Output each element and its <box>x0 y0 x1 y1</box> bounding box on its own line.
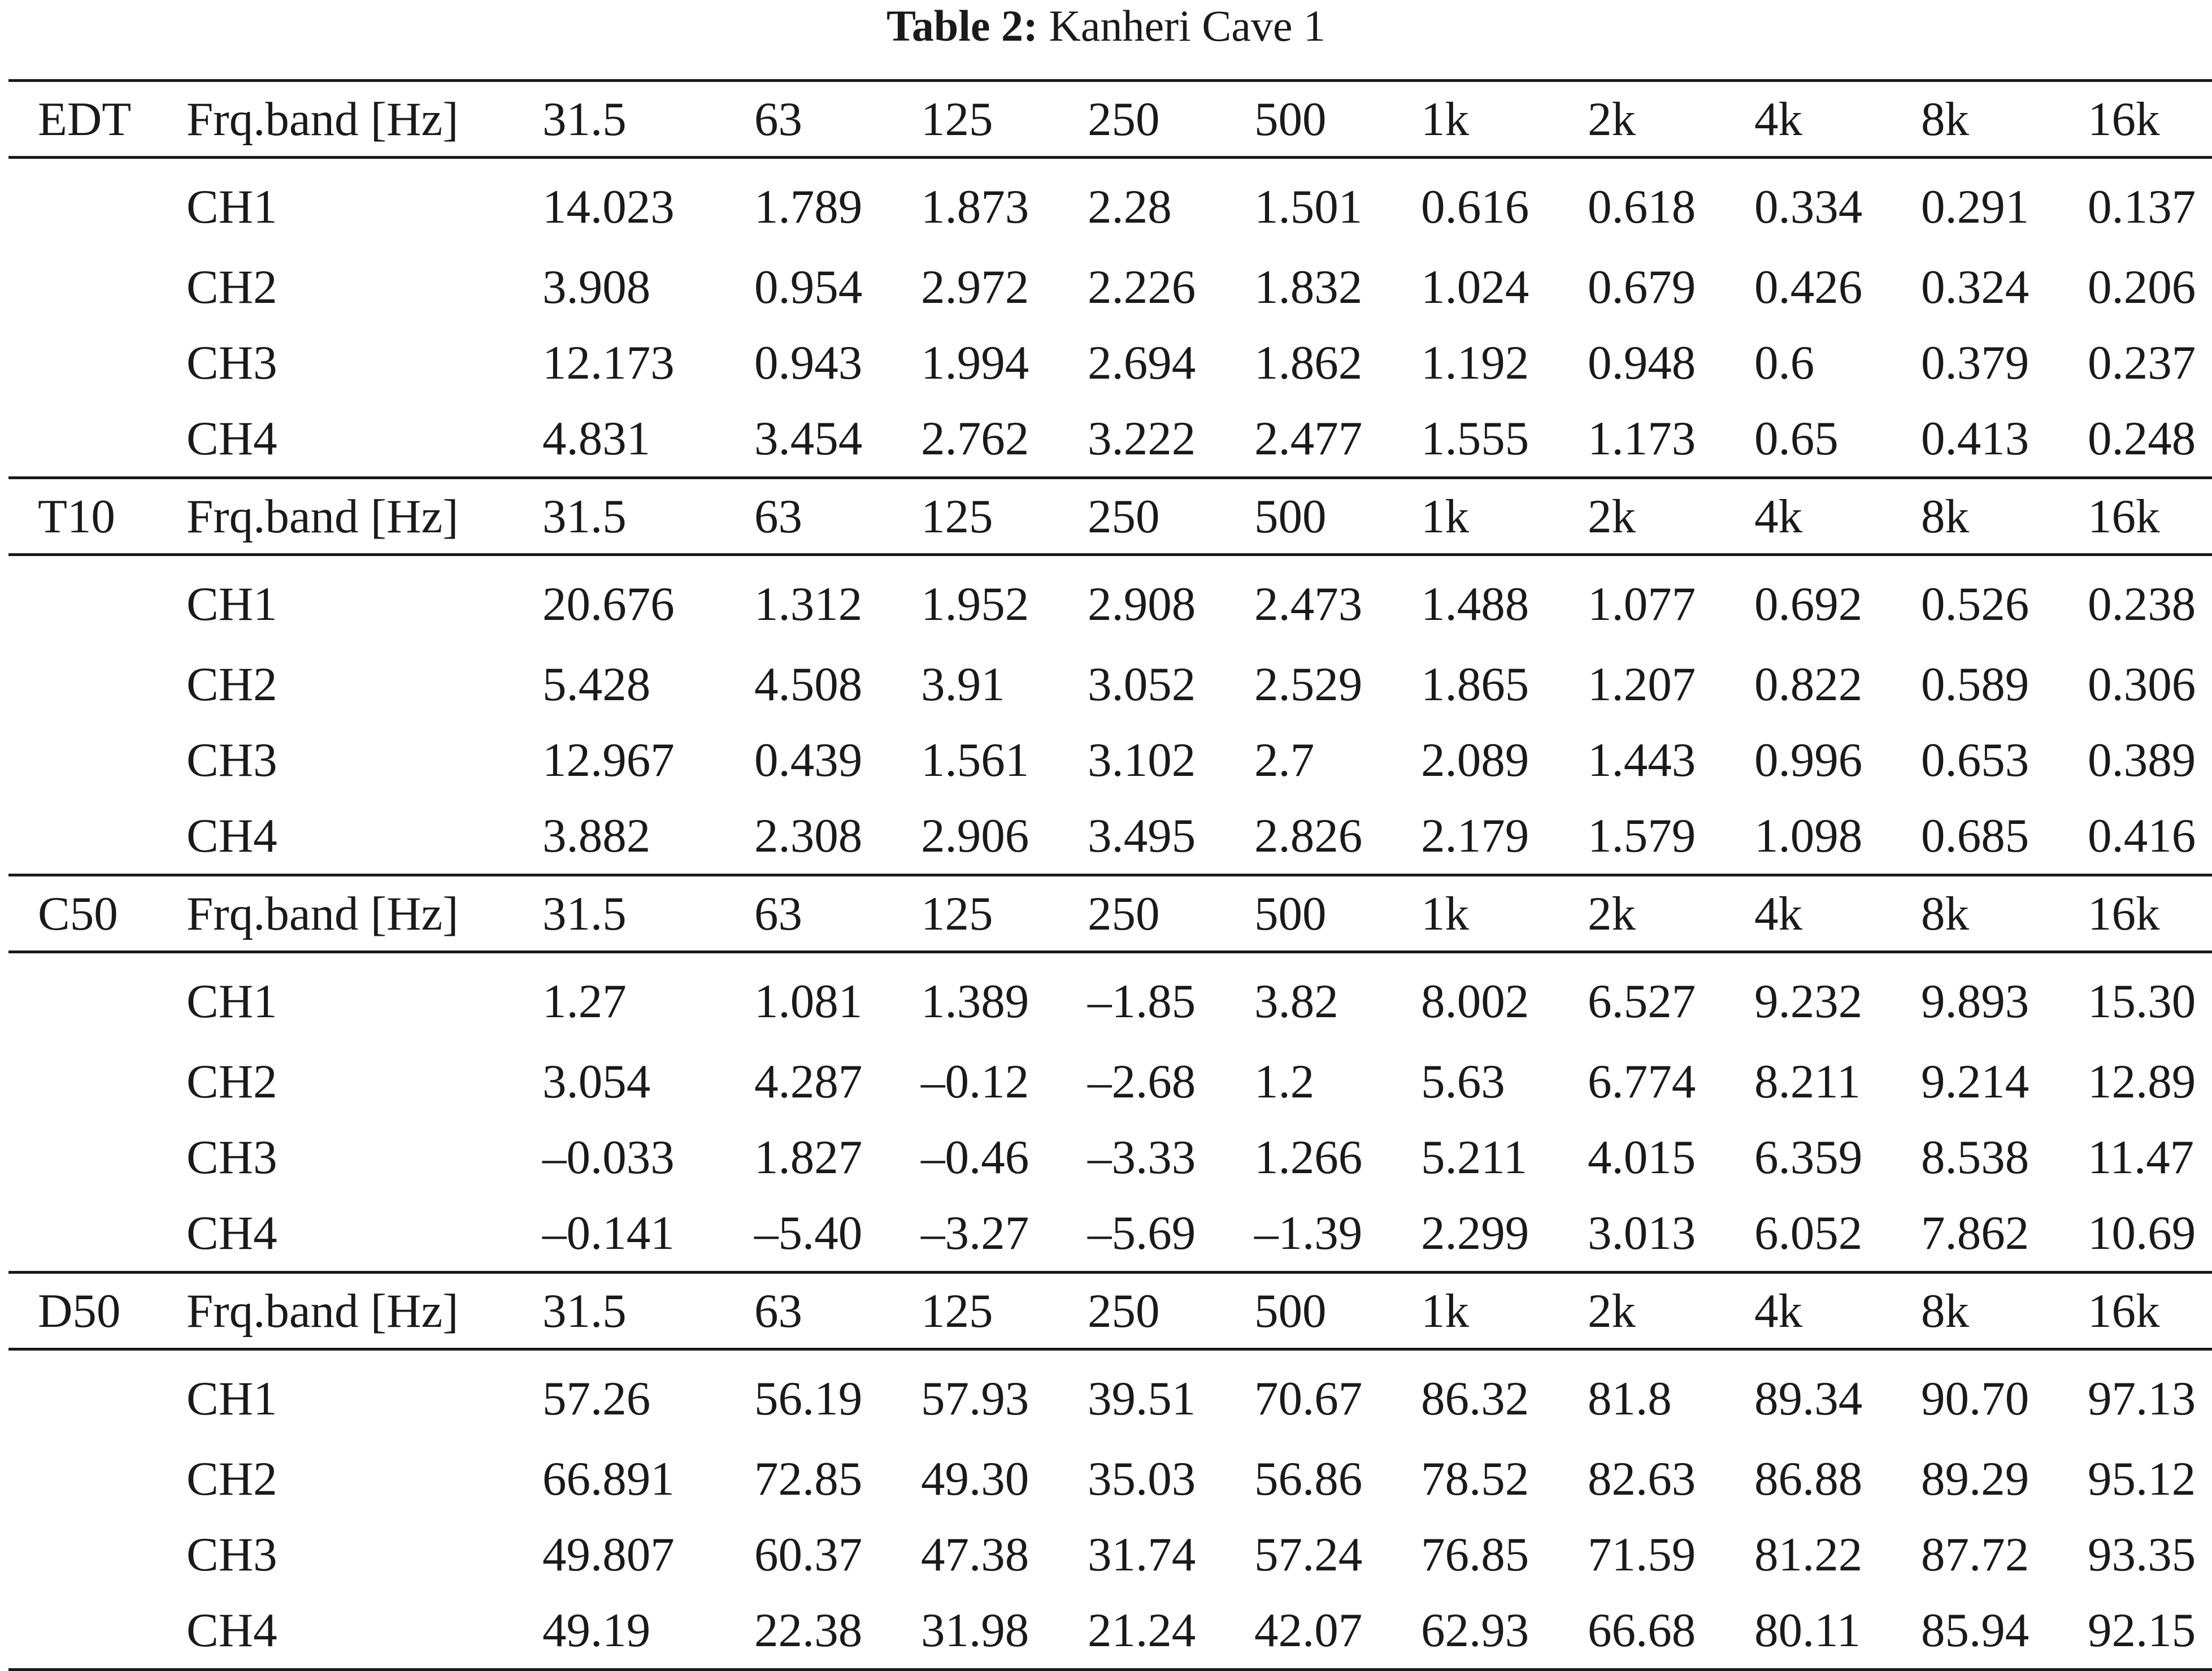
value-cell: 3.908 <box>542 261 651 314</box>
table-row <box>8 1441 2212 1517</box>
channel-label: CH2 <box>186 1055 277 1108</box>
channel-label: CH4 <box>186 798 531 875</box>
section-header-row <box>8 1273 2212 1349</box>
value-cell: 0.206 <box>2088 261 2196 314</box>
value-cell: 5.63 <box>1421 1055 1505 1108</box>
value-cell: 0.426 <box>1754 261 1863 314</box>
value-cell: 95.12 <box>2088 1452 2196 1505</box>
value-cell: 3.91 <box>921 658 1005 711</box>
band-header-cell: 125 <box>893 875 1059 952</box>
band-header-cell: 2k <box>1559 478 1726 555</box>
band-header-cell: 125 <box>893 1273 1059 1349</box>
table-row <box>8 249 2212 325</box>
value-cell: 4.831 <box>531 401 726 478</box>
channel-label: CH4 <box>186 1592 531 1670</box>
channel-label: CH4 <box>186 1195 531 1273</box>
value-cell: 2.299 <box>1393 1195 1559 1273</box>
band-header-cell: 31.5 <box>531 478 726 555</box>
value-cell: 2.906 <box>893 798 1059 875</box>
value-cell: 0.248 <box>2059 401 2212 478</box>
value-cell: 31.74 <box>1088 1528 1196 1581</box>
channel-label: CH1 <box>186 1372 277 1425</box>
value-cell: 6.052 <box>1726 1195 1893 1273</box>
value-cell: 78.52 <box>1421 1452 1529 1505</box>
value-cell: 11.47 <box>2088 1131 2194 1184</box>
value-cell: –0.12 <box>921 1055 1029 1108</box>
table-row <box>8 798 2212 875</box>
band-header-cell: 16k <box>2059 1273 2212 1349</box>
value-cell: 8.211 <box>1754 1055 1861 1108</box>
table-row <box>8 646 2212 722</box>
value-cell: 0.685 <box>1893 798 2059 875</box>
band-header-cell: 1k <box>1393 1273 1559 1349</box>
value-cell: 0.996 <box>1754 733 1863 787</box>
value-cell: 42.07 <box>1226 1592 1393 1670</box>
value-cell: 3.222 <box>1059 401 1226 478</box>
value-cell: 71.59 <box>1588 1528 1696 1581</box>
value-cell: 1.488 <box>1421 578 1529 631</box>
value-cell: 56.86 <box>1254 1452 1363 1505</box>
band-header-cell: 16k <box>2059 81 2212 158</box>
value-cell: 8.002 <box>1421 975 1529 1028</box>
band-header-cell: 250 <box>1059 81 1226 158</box>
caption-label: Table 2: <box>886 1 1038 50</box>
value-cell: 1.443 <box>1588 733 1696 787</box>
band-header-cell: 1k <box>1393 875 1559 952</box>
value-cell: 0.389 <box>2088 733 2196 787</box>
section-header-row <box>8 875 2212 952</box>
value-cell: 22.38 <box>726 1592 893 1670</box>
value-cell: 0.237 <box>2088 336 2196 389</box>
frequency-band-header: Frq.band [Hz] <box>186 1273 531 1349</box>
value-cell: 6.774 <box>1588 1055 1696 1108</box>
band-header-cell: 500 <box>1226 875 1393 952</box>
empty-cell <box>8 158 186 250</box>
value-cell: 62.93 <box>1393 1592 1559 1670</box>
band-header-cell: 63 <box>726 81 893 158</box>
value-cell: 0.238 <box>2088 578 2196 631</box>
value-cell: 49.19 <box>531 1592 726 1670</box>
value-cell: 35.03 <box>1088 1452 1196 1505</box>
value-cell: –3.27 <box>893 1195 1059 1273</box>
acoustic-parameters-table <box>8 79 2212 1671</box>
value-cell: 3.82 <box>1254 975 1339 1028</box>
value-cell: 66.891 <box>542 1452 675 1505</box>
value-cell: 10.69 <box>2059 1195 2212 1273</box>
metric-label: EDT <box>8 81 186 158</box>
empty-cell <box>8 401 186 478</box>
value-cell: 1.555 <box>1393 401 1559 478</box>
empty-cell <box>8 798 186 875</box>
value-cell: 39.51 <box>1088 1372 1196 1425</box>
value-cell: 47.38 <box>921 1528 1029 1581</box>
value-cell: 0.413 <box>1893 401 2059 478</box>
metric-label: D50 <box>8 1273 186 1349</box>
value-cell: 20.676 <box>542 578 675 631</box>
value-cell: 57.24 <box>1254 1528 1363 1581</box>
value-cell: 2.089 <box>1421 733 1529 787</box>
value-cell: 0.692 <box>1754 578 1863 631</box>
value-cell: 31.98 <box>893 1592 1059 1670</box>
value-cell: 2.28 <box>1088 180 1172 233</box>
channel-label: CH1 <box>186 180 277 233</box>
band-header-cell: 8k <box>1893 478 2059 555</box>
empty-cell <box>8 1119 186 1195</box>
value-cell: 8.538 <box>1921 1131 2030 1184</box>
band-header-cell: 31.5 <box>531 1273 726 1349</box>
value-cell: 0.306 <box>2088 658 2196 711</box>
value-cell: 89.29 <box>1921 1452 2030 1505</box>
band-header-cell: 63 <box>726 478 893 555</box>
value-cell: 1.561 <box>921 733 1029 787</box>
channel-label: CH2 <box>186 1452 277 1505</box>
empty-cell <box>8 1441 186 1517</box>
value-cell: 0.954 <box>754 261 863 314</box>
band-header-cell: 1k <box>1393 81 1559 158</box>
value-cell: 1.579 <box>1559 798 1726 875</box>
table-row <box>8 555 2212 647</box>
value-cell: 5.211 <box>1421 1131 1528 1184</box>
value-cell: 12.173 <box>542 336 675 389</box>
value-cell: 2.529 <box>1254 658 1363 711</box>
value-cell: 87.72 <box>1921 1528 2030 1581</box>
value-cell: 12.967 <box>542 733 675 787</box>
channel-label: CH1 <box>186 975 277 1028</box>
value-cell: 2.762 <box>893 401 1059 478</box>
value-cell: 3.102 <box>1088 733 1196 787</box>
empty-cell <box>8 1349 186 1442</box>
table-row <box>8 1592 2212 1670</box>
value-cell: 0.291 <box>1921 180 2030 233</box>
band-header-cell: 4k <box>1726 1273 1893 1349</box>
band-header-cell: 500 <box>1226 81 1393 158</box>
value-cell: 66.68 <box>1559 1592 1726 1670</box>
value-cell: 14.023 <box>542 180 675 233</box>
band-header-cell: 2k <box>1559 1273 1726 1349</box>
section-edt <box>8 81 2212 478</box>
empty-cell <box>8 1592 186 1670</box>
band-header-cell: 2k <box>1559 875 1726 952</box>
value-cell: 0.379 <box>1921 336 2030 389</box>
band-header-cell: 63 <box>726 875 893 952</box>
value-cell: 0.618 <box>1588 180 1696 233</box>
value-cell: 72.85 <box>754 1452 863 1505</box>
value-cell: 2.226 <box>1088 261 1196 314</box>
section-header-row <box>8 478 2212 555</box>
value-cell: 2.908 <box>1088 578 1196 631</box>
value-cell: 9.893 <box>1921 975 2030 1028</box>
band-header-cell: 4k <box>1726 81 1893 158</box>
table-row <box>8 1195 2212 1273</box>
value-cell: 2.694 <box>1088 336 1196 389</box>
value-cell: 2.7 <box>1254 733 1315 787</box>
band-header-cell: 31.5 <box>531 875 726 952</box>
value-cell: 1.077 <box>1588 578 1696 631</box>
metric-label: T10 <box>8 478 186 555</box>
value-cell: 4.287 <box>754 1055 863 1108</box>
value-cell: 2.473 <box>1254 578 1363 631</box>
value-cell: –3.33 <box>1088 1131 1196 1184</box>
value-cell: 57.26 <box>542 1372 651 1425</box>
value-cell: 1.266 <box>1254 1131 1363 1184</box>
value-cell: 70.67 <box>1254 1372 1363 1425</box>
value-cell: 1.173 <box>1559 401 1726 478</box>
section-header-row <box>8 81 2212 158</box>
value-cell: –0.033 <box>542 1131 675 1184</box>
value-cell: 3.052 <box>1088 658 1196 711</box>
value-cell: 1.862 <box>1254 336 1363 389</box>
value-cell: 2.972 <box>921 261 1029 314</box>
empty-cell <box>8 952 186 1044</box>
value-cell: 5.428 <box>542 658 651 711</box>
channel-label: CH3 <box>186 1528 277 1581</box>
value-cell: 1.832 <box>1254 261 1363 314</box>
value-cell: –2.68 <box>1088 1055 1196 1108</box>
value-cell: 0.439 <box>754 733 863 787</box>
value-cell: –0.46 <box>921 1131 1029 1184</box>
empty-cell <box>8 249 186 325</box>
value-cell: 1.024 <box>1421 261 1529 314</box>
value-cell: 1.192 <box>1421 336 1529 389</box>
value-cell: 4.508 <box>754 658 863 711</box>
value-cell: 81.22 <box>1754 1528 1863 1581</box>
value-cell: 57.93 <box>921 1372 1029 1425</box>
section-t10 <box>8 478 2212 875</box>
value-cell: 0.616 <box>1421 180 1529 233</box>
value-cell: 6.359 <box>1754 1131 1863 1184</box>
value-cell: –1.39 <box>1226 1195 1393 1273</box>
value-cell: 0.653 <box>1921 733 2030 787</box>
channel-label: CH3 <box>186 733 277 787</box>
table-row <box>8 401 2212 478</box>
value-cell: 15.30 <box>2088 975 2196 1028</box>
band-header-cell: 16k <box>2059 478 2212 555</box>
value-cell: 2.826 <box>1226 798 1393 875</box>
empty-cell <box>8 722 186 798</box>
value-cell: 3.054 <box>542 1055 651 1108</box>
value-cell: 90.70 <box>1921 1372 2030 1425</box>
value-cell: 49.30 <box>921 1452 1029 1505</box>
table-row <box>8 1044 2212 1119</box>
value-cell: 80.11 <box>1726 1592 1893 1670</box>
value-cell: 1.312 <box>754 578 863 631</box>
band-header-cell: 4k <box>1726 478 1893 555</box>
band-header-cell: 16k <box>2059 875 2212 952</box>
value-cell: 1.865 <box>1421 658 1529 711</box>
value-cell: 1.081 <box>754 975 863 1028</box>
value-cell: 0.526 <box>1921 578 2030 631</box>
value-cell: 85.94 <box>1893 1592 2059 1670</box>
table-row <box>8 952 2212 1044</box>
value-cell: 0.822 <box>1754 658 1863 711</box>
value-cell: 0.679 <box>1588 261 1696 314</box>
band-header-cell: 8k <box>1893 1273 2059 1349</box>
value-cell: 1.994 <box>921 336 1029 389</box>
band-header-cell: 1k <box>1393 478 1559 555</box>
section-c50 <box>8 875 2212 1273</box>
frequency-band-header: Frq.band [Hz] <box>186 81 531 158</box>
value-cell: 1.2 <box>1254 1055 1315 1108</box>
value-cell: 49.807 <box>542 1528 675 1581</box>
band-header-cell: 125 <box>893 478 1059 555</box>
value-cell: 9.214 <box>1921 1055 2030 1108</box>
value-cell: 9.232 <box>1754 975 1863 1028</box>
value-cell: 0.334 <box>1754 180 1863 233</box>
value-cell: 0.137 <box>2088 180 2196 233</box>
value-cell: 2.477 <box>1226 401 1393 478</box>
value-cell: 0.416 <box>2059 798 2212 875</box>
value-cell: 2.308 <box>726 798 893 875</box>
caption-title: Kanheri Cave 1 <box>1049 1 1326 50</box>
empty-cell <box>8 325 186 401</box>
value-cell: –5.69 <box>1059 1195 1226 1273</box>
value-cell: –1.85 <box>1088 975 1196 1028</box>
value-cell: 0.943 <box>754 336 863 389</box>
table-row <box>8 1349 2212 1442</box>
value-cell: 81.8 <box>1588 1372 1672 1425</box>
channel-label: CH2 <box>186 658 277 711</box>
value-cell: 1.501 <box>1254 180 1363 233</box>
frequency-band-header: Frq.band [Hz] <box>186 478 531 555</box>
empty-cell <box>8 1195 186 1273</box>
band-header-cell: 31.5 <box>531 81 726 158</box>
empty-cell <box>8 1044 186 1119</box>
value-cell: 3.013 <box>1559 1195 1726 1273</box>
table-row <box>8 158 2212 250</box>
band-header-cell: 250 <box>1059 478 1226 555</box>
value-cell: 1.827 <box>754 1131 863 1184</box>
empty-cell <box>8 646 186 722</box>
metric-label: C50 <box>8 875 186 952</box>
band-header-cell: 500 <box>1226 1273 1393 1349</box>
value-cell: 82.63 <box>1588 1452 1696 1505</box>
empty-cell <box>8 555 186 647</box>
value-cell: 0.6 <box>1754 336 1815 389</box>
value-cell: 97.13 <box>2088 1372 2196 1425</box>
value-cell: 21.24 <box>1059 1592 1226 1670</box>
value-cell: 1.389 <box>921 975 1029 1028</box>
value-cell: 93.35 <box>2088 1528 2196 1581</box>
channel-label: CH4 <box>186 401 531 478</box>
channel-label: CH2 <box>186 261 277 314</box>
band-header-cell: 2k <box>1559 81 1726 158</box>
table-row <box>8 325 2212 401</box>
band-header-cell: 250 <box>1059 1273 1226 1349</box>
value-cell: 2.179 <box>1393 798 1559 875</box>
value-cell: –5.40 <box>726 1195 893 1273</box>
value-cell: 86.32 <box>1421 1372 1529 1425</box>
band-header-cell: 250 <box>1059 875 1226 952</box>
value-cell: 56.19 <box>754 1372 863 1425</box>
section-d50 <box>8 1273 2212 1670</box>
value-cell: 1.873 <box>921 180 1029 233</box>
value-cell: 76.85 <box>1421 1528 1529 1581</box>
value-cell: 86.88 <box>1754 1452 1863 1505</box>
value-cell: 60.37 <box>754 1528 863 1581</box>
value-cell: 1.098 <box>1726 798 1893 875</box>
table-row <box>8 722 2212 798</box>
value-cell: 12.89 <box>2088 1055 2196 1108</box>
value-cell: 92.15 <box>2059 1592 2212 1670</box>
band-header-cell: 8k <box>1893 81 2059 158</box>
band-header-cell: 8k <box>1893 875 2059 952</box>
value-cell: 0.948 <box>1588 336 1696 389</box>
band-header-cell: 63 <box>726 1273 893 1349</box>
value-cell: 1.27 <box>542 975 627 1028</box>
value-cell: 3.454 <box>726 401 893 478</box>
value-cell: 7.862 <box>1893 1195 2059 1273</box>
frequency-band-header: Frq.band [Hz] <box>186 875 531 952</box>
value-cell: 89.34 <box>1754 1372 1863 1425</box>
band-header-cell: 125 <box>893 81 1059 158</box>
value-cell: –0.141 <box>531 1195 726 1273</box>
table-caption <box>0 0 2212 57</box>
channel-label: CH3 <box>186 1131 277 1184</box>
channel-label: CH1 <box>186 578 277 631</box>
value-cell: 1.952 <box>921 578 1029 631</box>
value-cell: 3.495 <box>1059 798 1226 875</box>
band-header-cell: 4k <box>1726 875 1893 952</box>
value-cell: 4.015 <box>1588 1131 1696 1184</box>
value-cell: 0.324 <box>1921 261 2030 314</box>
value-cell: 0.589 <box>1921 658 2030 711</box>
value-cell: 0.65 <box>1726 401 1893 478</box>
value-cell: 1.207 <box>1588 658 1696 711</box>
table-row <box>8 1119 2212 1195</box>
channel-label: CH3 <box>186 336 277 389</box>
empty-cell <box>8 1517 186 1592</box>
value-cell: 1.789 <box>754 180 863 233</box>
band-header-cell: 500 <box>1226 478 1393 555</box>
table-row <box>8 1517 2212 1592</box>
value-cell: 6.527 <box>1588 975 1696 1028</box>
value-cell: 3.882 <box>531 798 726 875</box>
